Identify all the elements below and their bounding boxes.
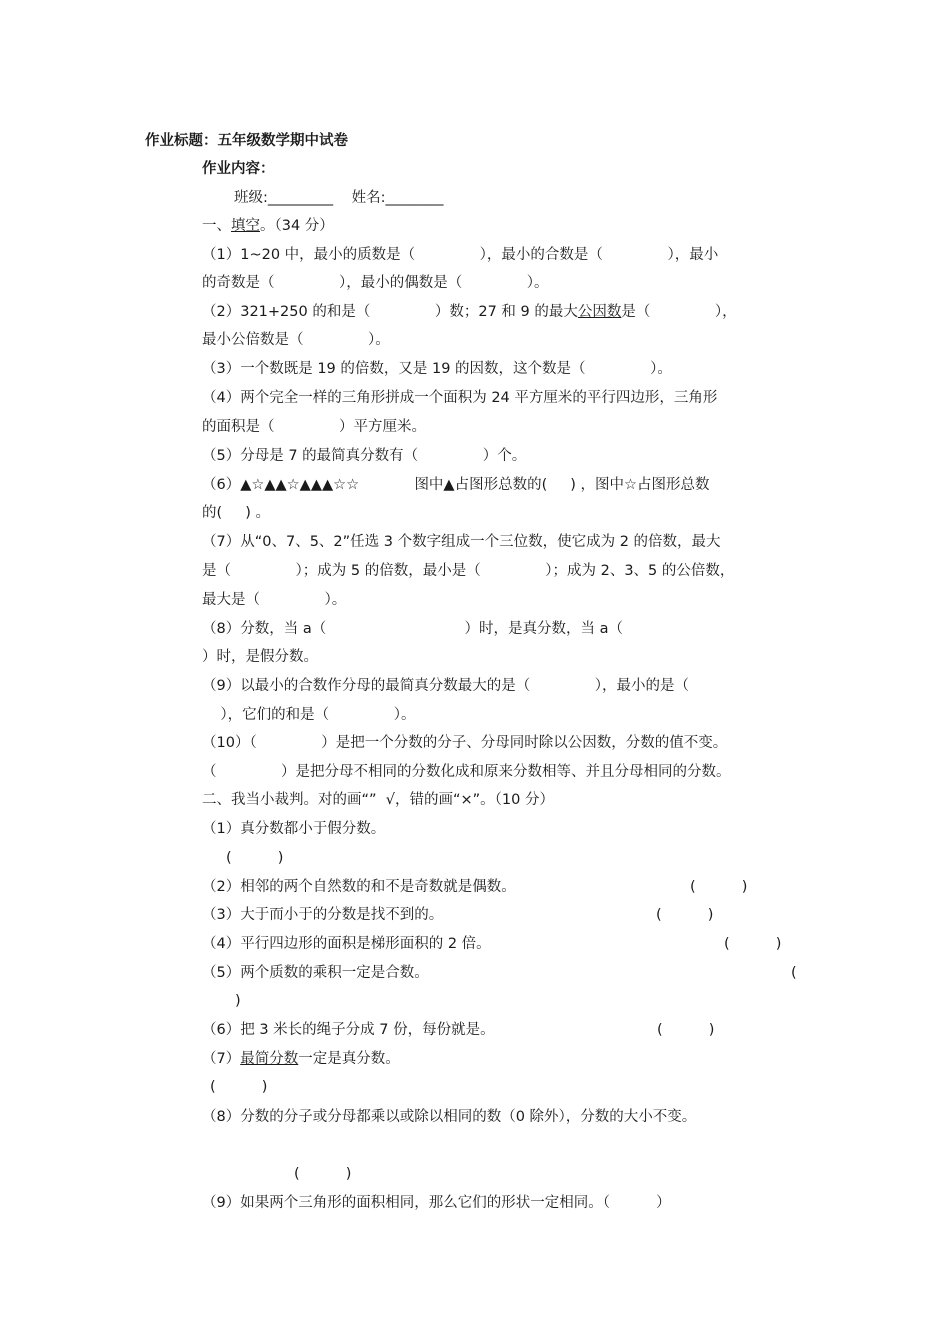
q7-line-3: 最大是（ ）。 [202, 592, 347, 608]
j9-text: （9）如果两个三角形的面积相同，那么它们的形状一定相同。（ ） [202, 1195, 671, 1211]
j6-text: （6）把 3 米长的绳子分成 7 份，每份就是。 [202, 1022, 495, 1038]
j5-paren-close: ) [235, 993, 241, 1009]
section-1-topic-link[interactable]: 填空 [231, 218, 260, 234]
j7-term-link[interactable]: 最简分数 [240, 1051, 299, 1067]
j7-number: （7） [202, 1051, 241, 1067]
section-1-heading [202, 216, 334, 236]
q2-text-b: 是（ ）， [621, 304, 737, 320]
q1-line-2: 的奇数是（ ），最小的偶数是（ ）。 [202, 275, 549, 291]
j5-text: （5）两个质数的乘积一定是合数。 [202, 965, 429, 981]
j8-text: （8）分数的分子或分母都乘以或除以相同的数（0 除外），分数的大小不变。 [202, 1109, 697, 1125]
j1-text: （1）真分数都小于假分数。 [202, 821, 386, 837]
q8-line-2: ）时，是假分数。 [202, 649, 318, 665]
j4-text: （4）平行四边形的面积是梯形面积的 2 倍。 [202, 936, 491, 952]
q7-line-1: （7）从“0、7、5、2”任选 3 个数字组成一个三位数，使它成为 2 的倍数，最大 [202, 534, 721, 550]
class-blank: _________ [267, 190, 334, 206]
q7-line-2: 是（ ）；成为 5 的倍数，最小是（ ）；成为 2、3、5 的公倍数， [202, 563, 735, 579]
q10-line-1: （10）（ ）是把一个分数的分子、分母同时除以公因数，分数的值不变。 [202, 735, 728, 751]
q1-line-1: （1）1~20 中，最小的质数是（ ），最小的合数是（ ），最小 [202, 247, 719, 263]
section-1-number: 一、 [202, 218, 231, 234]
j8-answer-paren: ( ) [294, 1166, 352, 1182]
q4-line-2: 的面积是（ ）平方厘米。 [202, 419, 427, 435]
q3-line-1: （3）一个数既是 19 的倍数，又是 19 的因数，这个数是（ ）。 [202, 361, 672, 377]
q9-line-1: （9）以最小的合数作分母的最简真分数最大的是（ ），最小的是（ [202, 678, 690, 694]
q2-text-a: （2）321+250 的和是（ ）数；27 和 9 的最大 [202, 304, 578, 320]
q9-line-2: ），它们的和是（ ）。 [202, 707, 416, 723]
q2-line-1 [202, 302, 737, 322]
j3-text: （3）大于而小于的分数是找不到的。 [202, 907, 444, 923]
name-blank: ________ [385, 190, 444, 206]
j2-text: （2）相邻的两个自然数的和不是奇数就是偶数。 [202, 879, 516, 895]
j4-answer-paren: ( ) [724, 936, 782, 952]
q10-line-2: （ ）是把分母不相同的分数化成和原来分数相等、并且分母相同的分数。 [202, 764, 731, 780]
j6-answer-paren: ( ) [657, 1022, 715, 1038]
j2-answer-paren: ( ) [690, 879, 748, 895]
q6-line-1: （6）▲☆▲▲☆▲▲▲☆☆ 图中▲占图形总数的( ) ，图中☆占图形总数 [202, 477, 710, 493]
class-label: 班级: [234, 190, 268, 206]
j7-text [202, 1049, 400, 1069]
j7-tail: 一定是真分数。 [298, 1051, 400, 1067]
j5-paren-open: ( [791, 965, 797, 981]
section-1-score: 。（34 分） [260, 218, 334, 234]
q6-line-2: 的( ) 。 [202, 505, 270, 521]
q2-term-link[interactable]: 公因数 [577, 304, 622, 320]
assignment-title: 作业标题：五年级数学期中试卷 [145, 133, 348, 149]
content-label: 作业内容： [202, 161, 275, 177]
section-2-heading: 二、我当小裁判。对的画“” √，错的画“×”。（10 分） [202, 792, 554, 808]
q8-line-1: （8）分数，当 a（ ）时，是真分数，当 a（ [202, 621, 623, 637]
name-label: 姓名: [351, 190, 386, 206]
q5-line-1: （5）分母是 7 的最简真分数有（ ）个。 [202, 448, 527, 464]
student-info [234, 188, 443, 208]
j1-answer-paren: ( ) [226, 850, 284, 866]
j3-answer-paren: ( ) [656, 907, 714, 923]
q4-line-1: （4）两个完全一样的三角形拼成一个面积为 24 平方厘米的平行四边形，三角形 [202, 390, 718, 406]
q2-line-2: 最小公倍数是（ ）。 [202, 332, 390, 348]
j7-answer-paren: ( ) [210, 1079, 268, 1095]
